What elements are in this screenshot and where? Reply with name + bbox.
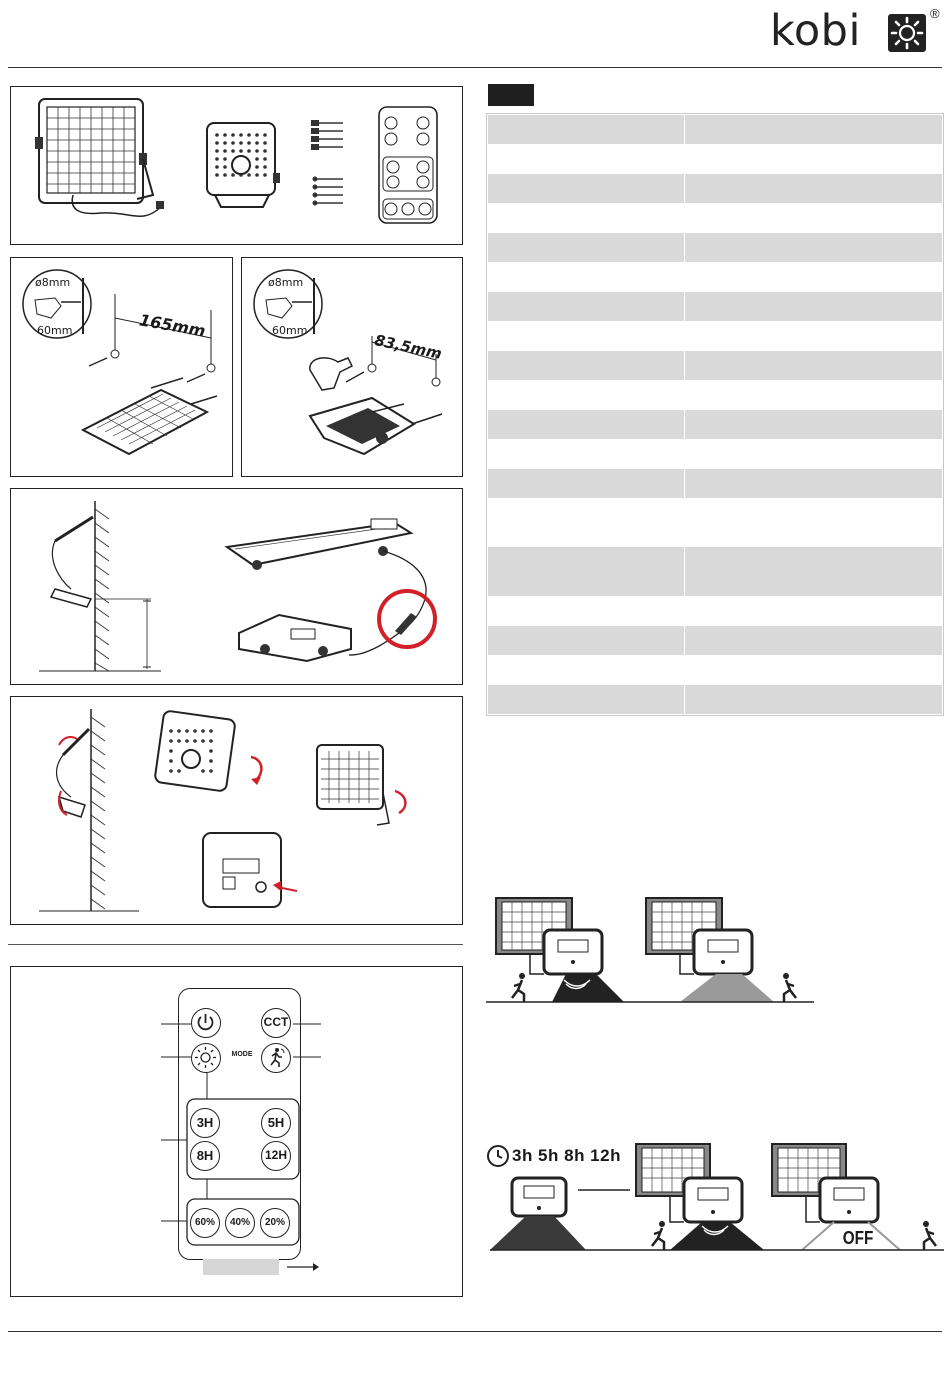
off-label: OFF: [842, 1228, 874, 1248]
spec-label-cell: [488, 174, 685, 204]
section-rule: [8, 944, 463, 945]
lamp-mounting-illustration: [242, 258, 461, 475]
timer-12h-button[interactable]: 12H: [261, 1141, 291, 1171]
spec-label-cell: [488, 204, 685, 233]
lamp-drill-depth-label: 60mm: [272, 324, 308, 337]
spec-label-cell: [488, 145, 685, 174]
spec-row: [488, 351, 943, 381]
spec-value-cell: [685, 263, 943, 292]
motion-sensor-mode-illustration: [486, 890, 818, 1008]
brightness-40-button[interactable]: 40%: [225, 1208, 255, 1238]
wall-connection-panel: [10, 488, 463, 685]
spec-row: [488, 547, 943, 597]
brand-name: kobi: [770, 6, 861, 56]
spec-value-cell: [685, 115, 943, 145]
spec-value-cell: [685, 204, 943, 233]
mode-label: MODE: [223, 1051, 261, 1058]
spec-label-cell: [488, 322, 685, 351]
spec-label-cell: [488, 499, 685, 547]
registered-mark: ®: [930, 6, 940, 21]
spec-label-cell: [488, 656, 685, 685]
lamp-hole-distance-label: 83,5mm: [372, 331, 444, 363]
footer-rule: [8, 1331, 942, 1332]
spec-table: [487, 114, 943, 715]
spec-value-cell: [685, 626, 943, 656]
spec-label-cell: [488, 547, 685, 597]
timer-5h-button[interactable]: 5H: [261, 1108, 291, 1138]
light-mode-button[interactable]: [191, 1043, 221, 1073]
remote-control-small-icon: [379, 107, 437, 223]
screws-icon: [315, 123, 343, 203]
spec-value-cell: [685, 381, 943, 410]
panel-mounting-illustration: [11, 258, 231, 475]
remote-control-panel: [10, 966, 463, 1297]
drill-depth-label: 60mm: [37, 324, 73, 337]
cct-button[interactable]: CCT: [261, 1008, 291, 1038]
spec-value-cell: [685, 233, 943, 263]
spec-row: [488, 626, 943, 656]
spec-label-cell: [488, 410, 685, 440]
section-header-block: [488, 84, 534, 106]
timer-options-label: 3h 5h 8h 12h: [512, 1146, 621, 1165]
drill-lamp-mount-panel: [241, 257, 463, 477]
sun-icon: [192, 1044, 219, 1071]
spec-label-cell: [488, 115, 685, 145]
spec-label-cell: [488, 469, 685, 499]
wall-connection-illustration: [11, 489, 461, 683]
spec-value-cell: [685, 440, 943, 469]
remote-buttons-illustration: [11, 967, 461, 1295]
spec-row: [488, 597, 943, 626]
spec-value-cell: [685, 410, 943, 440]
spec-value-cell: [685, 499, 943, 547]
brightness-60-button[interactable]: 60%: [190, 1208, 220, 1238]
header-rule: [8, 67, 942, 68]
drill-diameter-label: ø8mm: [35, 276, 71, 289]
spec-row: [488, 263, 943, 292]
spec-row: [488, 440, 943, 469]
spec-label-cell: [488, 263, 685, 292]
spec-value-cell: [685, 469, 943, 499]
spec-row: [488, 469, 943, 499]
package-contents-panel: [10, 86, 463, 245]
spec-row: [488, 145, 943, 174]
spec-value-cell: [685, 656, 943, 685]
spec-value-cell: [685, 351, 943, 381]
motion-mode-button[interactable]: [261, 1043, 291, 1073]
timer-mode-illustration: [486, 1140, 944, 1256]
solar-panel-icon: [35, 99, 164, 216]
spec-label-cell: [488, 440, 685, 469]
spec-value-cell: [685, 322, 943, 351]
power-button[interactable]: [191, 1008, 221, 1038]
spec-value-cell: [685, 685, 943, 715]
spec-row: [488, 204, 943, 233]
spec-row: [488, 656, 943, 685]
brand-logo: [770, 8, 940, 54]
spec-value-cell: [685, 292, 943, 322]
spec-row: [488, 322, 943, 351]
clock-icon: [488, 1146, 508, 1166]
spec-row: [488, 381, 943, 410]
running-person-icon: [262, 1044, 289, 1071]
adjust-angle-illustration: [11, 697, 461, 923]
panel-hole-distance-label: 165mm: [137, 310, 207, 341]
spec-label-cell: [488, 233, 685, 263]
spec-row: [488, 174, 943, 204]
spec-label-cell: [488, 685, 685, 715]
spec-label-cell: [488, 292, 685, 322]
floodlight-lamp-icon: [207, 123, 280, 207]
spec-value-cell: [685, 174, 943, 204]
timer-8h-button[interactable]: 8H: [190, 1141, 220, 1171]
package-contents-illustration: [11, 87, 461, 243]
spec-label-cell: [488, 381, 685, 410]
spec-value-cell: [685, 145, 943, 174]
spec-label-cell: [488, 597, 685, 626]
brightness-20-button[interactable]: 20%: [260, 1208, 290, 1238]
drill-panel-mount-panel: [10, 257, 233, 477]
spec-label-cell: [488, 626, 685, 656]
spec-row: [488, 115, 943, 145]
spec-value-cell: [685, 597, 943, 626]
spec-row: [488, 292, 943, 322]
spec-value-cell: [685, 547, 943, 597]
sun-logo-icon: [888, 14, 926, 52]
spec-row: [488, 685, 943, 715]
spec-label-cell: [488, 351, 685, 381]
spec-row: [488, 499, 943, 547]
power-icon: [192, 1009, 219, 1036]
spec-row: [488, 233, 943, 263]
lamp-drill-diameter-label: ø8mm: [268, 276, 304, 289]
timer-3h-button[interactable]: 3H: [190, 1108, 220, 1138]
adjust-angle-panel: [10, 696, 463, 925]
spec-row: [488, 410, 943, 440]
